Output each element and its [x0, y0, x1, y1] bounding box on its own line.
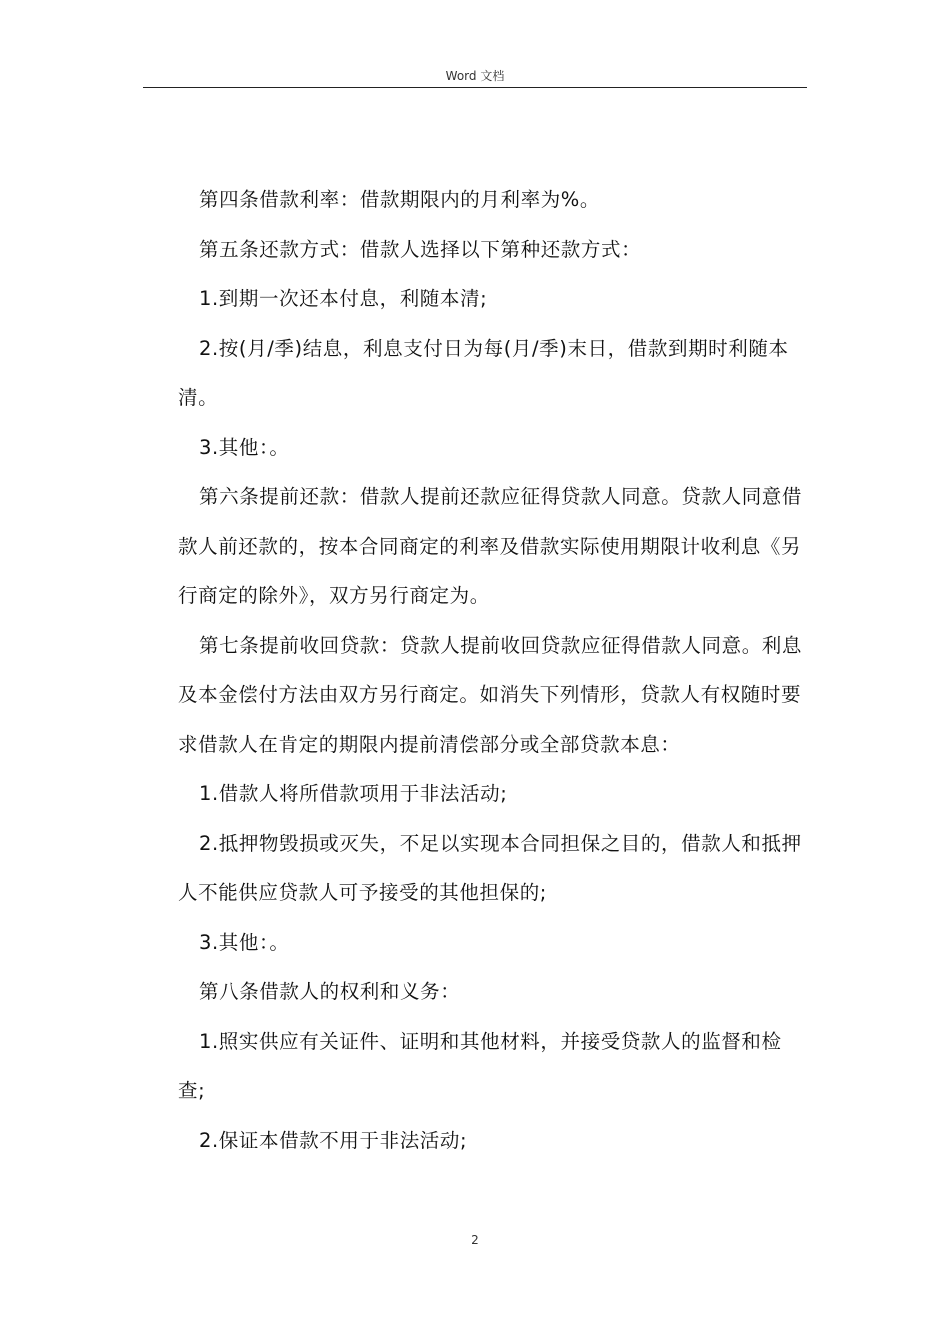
paragraph-recall-case-3: 3.其他：。: [199, 930, 290, 954]
paragraph-recall-case-1: 1.借款人将所借款项用于非法活动;: [199, 782, 508, 805]
paragraph-repayment-option-3: 3.其他：。: [199, 435, 290, 459]
paragraph-borrower-duty-1: 1.照实供应有关证件、证明和其他材料，并接受贷款人的监督和检查;: [178, 1029, 782, 1102]
document-body: [178, 175, 808, 1165]
page-number: 2: [471, 1233, 479, 1247]
paragraph-repayment-option-1: 1.到期一次还本付息，利随本清;: [199, 287, 488, 310]
header-divider: [143, 87, 807, 88]
paragraph-article-4: 第四条借款利率：借款期限内的月利率为%。: [199, 188, 601, 211]
paragraph-borrower-duty-2: 2.保证本借款不用于非法活动;: [199, 1128, 468, 1152]
paragraph-article-5: 第五条还款方式：借款人选择以下第种还款方式：: [199, 237, 642, 261]
paragraph-article-8: 第八条借款人的权利和义务：: [199, 980, 461, 1003]
paragraph-repayment-option-2: 2.按(月/季)结息，利息支付日为每(月/季)末日，借款到期时利随本清。: [178, 336, 789, 409]
paragraph-article-6: 第六条提前还款：借款人提前还款应征得贷款人同意。贷款人同意借款人前还款的，按本合同商定的利率及借款实际使用期限计收利息《另行商定的除外》，双方另行商定为。: [178, 485, 803, 607]
page-header: Word 文档: [445, 69, 505, 83]
paragraph-recall-case-2: 2.抵押物毁损或灭失，不足以实现本合同担保之目的，借款人和抵押人不能供应贷款人可予接受的其他担保的;: [178, 831, 802, 904]
paragraph-article-7: 第七条提前收回贷款：贷款人提前收回贷款应征得借款人同意。利息及本金偿付方法由双方另行商定。如消失下列情形，贷款人有权随时要求借款人在肯定的期限内提前清偿部分或全部贷款本息：: [178, 633, 803, 756]
